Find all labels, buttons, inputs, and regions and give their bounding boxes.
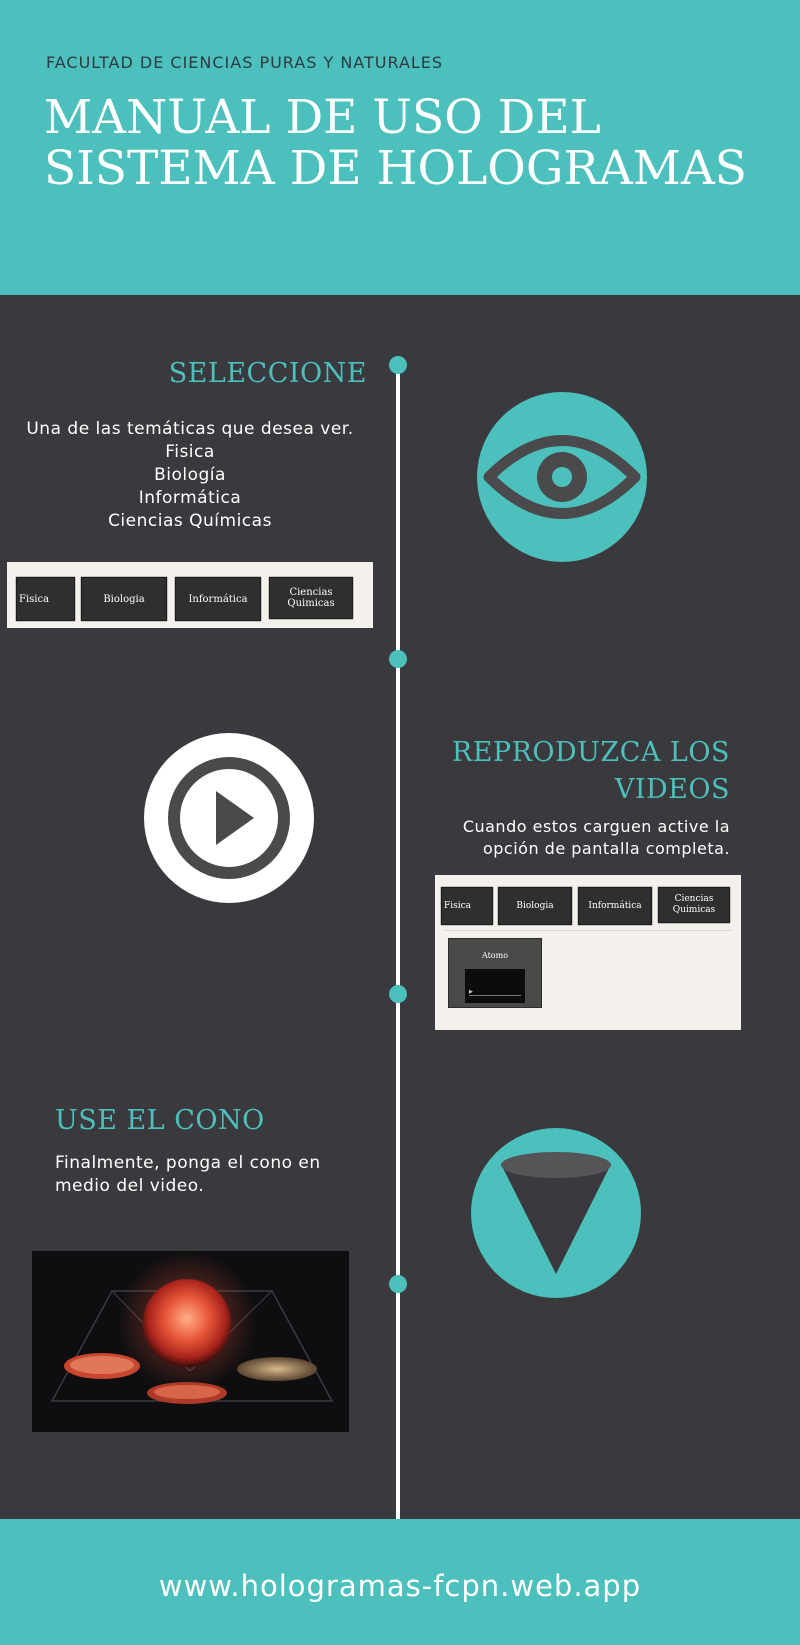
step1-heading: SELECCIONE [168,358,367,389]
timeline-dot-4 [389,1275,407,1293]
video-card-title: Atomo [481,951,509,960]
step2-heading-line-1: REPRODUZCA LOS [451,737,730,768]
topic-fisica: Fisica [165,442,215,462]
topic-biologia: Biología [154,465,226,485]
divider [445,930,731,931]
step3-text [55,1152,321,1198]
timeline-line [396,365,400,1519]
step2-heading [452,734,730,808]
tile2-quimicas: Ciencias Quimicas [658,887,730,923]
tile2-fisica: Fisica [441,887,493,925]
eye-icon [477,392,647,562]
faculty-subtitle: FACULTAD DE CIENCIAS PURAS Y NATURALES [46,53,444,72]
tile2-informatica: Informática [578,887,652,925]
timeline-dot-3 [389,985,407,1003]
step3-text-line-1: Finalmente, ponga el cono en [55,1153,321,1173]
tile-biologia: Biologia [81,577,167,621]
play-control-icon: ▶ [469,989,473,995]
topic-quimicas: Ciencias Químicas [108,511,272,531]
step3-text-line-2: medio del video. [55,1176,205,1196]
step2-text-line-2: opción de pantalla completa. [482,839,730,858]
video-thumbnail[interactable] [465,969,525,1003]
tile-fisica: Fisica [16,577,75,621]
video-progress-bar [469,995,521,996]
step1-text [0,418,380,533]
tile-informatica: Informática [175,577,261,621]
hologram-photo [32,1251,349,1432]
timeline-dot-2 [389,650,407,668]
video-card[interactable] [448,938,542,1008]
tile2-biologia: Biologia [498,887,572,925]
title-line-1: MANUAL DE USO DEL [44,90,601,145]
step2-screenshot [435,875,741,1030]
tile-quimicas: Ciencias Quimicas [269,577,353,619]
step3-heading: USE EL CONO [55,1105,265,1136]
step1-intro: Una de las temáticas que desea ver. [26,419,354,439]
step2-text [463,816,730,860]
cone-icon [471,1128,641,1298]
timeline-dot-1 [389,356,407,374]
title-line-2: SISTEMA DE HOLOGRAMAS [44,141,747,196]
step2-text-line-1: Cuando estos carguen active la [462,817,730,836]
step1-screenshot [7,562,373,628]
topic-informatica: Informática [138,488,242,508]
page-title [44,92,784,194]
website-url[interactable]: www.hologramas-fcpn.web.app [158,1569,642,1603]
play-icon [144,733,314,903]
step2-heading-line-2: VIDEOS [614,774,730,805]
